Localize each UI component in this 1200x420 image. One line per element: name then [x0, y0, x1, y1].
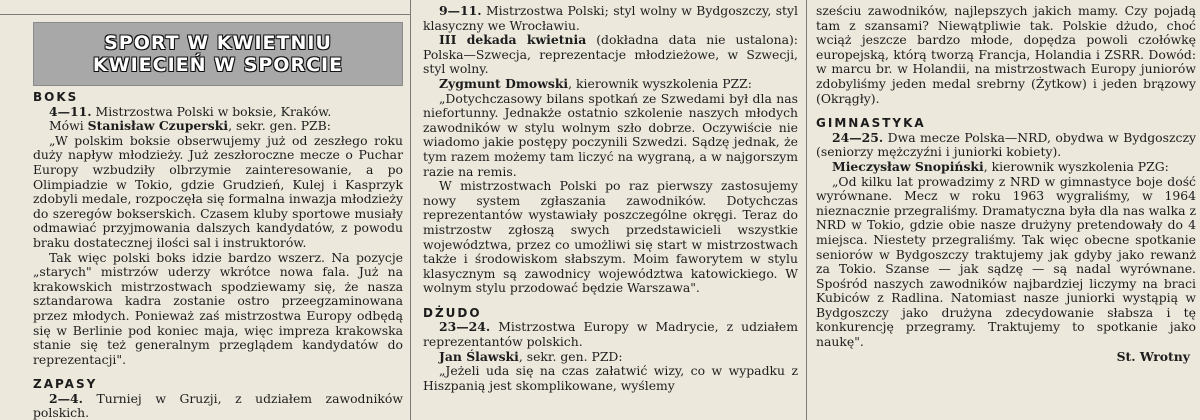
section-heading-boks: BOKS [33, 90, 79, 104]
banner-title: SPORT W KWIETNIU [104, 32, 332, 54]
column-3 [816, 4, 1196, 364]
quote-paragraph: sześciu zawodników, najlepszych jakich mamy. Czy pojadą tam z szansami? Niewątpliwie tak. Polskie dżudo, choć wciąż jeszcze bardzo młode, dopędza powoli czołówkę europejską, którą tworzą Francja, Holandia i ZSRR. Dowód: w marcu br. w Holandii, na mistrzostwach Europy juniorów zdobyliśmy jeden medal srebrny (Żytkow) i jeden brązowy (Okrągły). [816, 3, 1196, 106]
speaker-name: Mieczysław Snopiński [832, 158, 984, 174]
event-date: 4—11. [49, 103, 92, 119]
event-date: 24—25. [832, 129, 884, 145]
quote-paragraph: W mistrzostwach Polski po raz pierwszy zastosujemy nowy system zgłaszania zawodników. Dotychczas reprezentantów wystawiały poszczególne okręgi. Teraz do mistrzostw zgłoszą swych przedstawicieli wszystkie województwa, przez co umożliwi się start w mistrzostwach także i środowiskom słabszym. Moim faworytem w stylu klasycznym są zawodnicy województwa katowickiego. W wolnym stylu przodować będzie Warszawa". [423, 178, 798, 296]
speaker-name: Jan Ślawski [439, 348, 519, 364]
speaker-line: Jan Ślawski, sekr. gen. PZD: [439, 348, 623, 364]
top-rule [0, 14, 410, 15]
event-line: III dekada kwietnia (dokładna data nie ustalona): Polska—Szwecja, reprezentacje młodzieżowe, w Szwecji, styl wolny. [423, 32, 798, 77]
speaker-line: Mówi Stanisław Czuperski, sekr. gen. PZB: [49, 118, 331, 134]
event-date: III dekada kwietnia [439, 32, 587, 48]
event-date: 2—4. [49, 390, 83, 406]
section-heading-gimnastyka: GIMNASTYKA [816, 116, 926, 131]
quote-paragraph: „Od kilku lat prowadzimy z NRD w gimnastyce boje dość wyrównane. Mecz w roku 1963 wygraliśmy, w 1964 nieznacznie przegraliśmy. Dramatyczna była dla nas walka z NRD w Tokio, gdzie obie nasze drużyny pretendowały do 4 miejsca. Niestety przegraliśmy. Tak więc obecne spotkanie seniorów w Bydgoszczy traktujemy jak gdyby jako rewanż za Tokio. Szanse — jak sądzę — są nadal wyrównane. Spośród naszych zawodników najbardziej liczymy na braci Kubiców z Radlina. Natomiast nasze juniorki wystąpią w Bydgoszczy jako drużyna zdecydowanie słabsza i tę konkurencję przegramy. Traktujemy to spotkanie jako naukę". [816, 173, 1196, 350]
banner-subtitle: KWIECIEŃ W SPORCIE [92, 54, 344, 76]
speaker-line: Zygmunt Dmowski, kierownik wyszkolenia PZZ: [439, 75, 752, 91]
author-signature: St. Wrotny [1116, 348, 1190, 364]
quote-paragraph: Tak więc polski boks idzie bardzo wszerz. Na pozycje „starych" mistrzów uderzy wkrótce nowa fala. Już na krakowskich mistrzostwach spodziewamy się, że nasza sztandarowa kadra zostanie ostro przeegzaminowana przez młodych. Ponieważ zaś mistrzostwa Europy odbędą się w Berlinie pod koniec maja, więc impreza krakowska stanie się też generalnym przeglądem kandydatów do reprezentacji". [33, 249, 403, 367]
event-line: 2—4. Turniej w Gruzji, z udziałem zawodników polskich. [33, 390, 403, 420]
speaker-name: Zygmunt Dmowski [439, 75, 569, 91]
event-date: 9—11. [439, 3, 482, 18]
column-2 [423, 4, 798, 393]
column-divider [410, 0, 411, 420]
speaker-name: Stanisław Czuperski [87, 118, 229, 134]
column-1 [33, 22, 403, 420]
event-line: 23—24. Mistrzostwa Europy w Madrycie, z udziałem reprezentantów polskich. [423, 319, 798, 350]
quote-paragraph: „Jeżeli uda się na czas załatwić wizy, co w wypadku z Hiszpanią jest skomplikowane, wyślemy [423, 363, 798, 393]
quote-paragraph: „Dotychczasowy bilans spotkań ze Szwedami był dla nas niefortunny. Jednakże ostatnio szkolenie naszych młodych zawodników w stylu wolnym szło dobrze. Oczywiście nie wiadomo jakie postępy poczynili Szwedzi. Sądzę jednak, że tym razem możemy tam liczyć na wygraną, a w najgorszym razie na remis. [423, 90, 798, 179]
speaker-line: Mieczysław Snopiński, kierownik wyszkolenia PZG: [832, 158, 1169, 174]
event-line: 9—11. Mistrzostwa Polski; styl wolny w Bydgoszczy, styl klasyczny we Wrocławiu. [423, 3, 798, 33]
column-divider [806, 0, 807, 420]
quote-paragraph: „W polskim boksie obserwujemy już od zeszłego roku duży napływ młodzieży. Już zeszłoroczne mecze o Puchar Europy wzbudziły olbrzymie zainteresowanie, a po Olimpiadzie w Tokio, gdzie Grudzień, Kulej i Kasprzyk zdobyli medale, rozpoczęła się formalna inwazja młodzieży do szeregów bokserskich. Czasem kluby sportowe musiały odmawiać przyjmowania dalszych kandydatów, z powodu braku dostatecznej ilości sal i instruktorów. [33, 132, 403, 250]
section-heading-zapasy: ZAPASY [33, 377, 98, 392]
event-line: 4—11. Mistrzostwa Polski w boksie, Kraków. [49, 103, 332, 119]
section-heading-dzudo: DŻUDO [423, 305, 482, 320]
event-line: 24—25. Dwa mecze Polska—NRD, obydwa w Bydgoszczy (seniorzy mężczyźni i juniorki kobiety). [816, 129, 1196, 160]
event-date: 23—24. [439, 319, 491, 335]
section-banner [33, 22, 403, 86]
